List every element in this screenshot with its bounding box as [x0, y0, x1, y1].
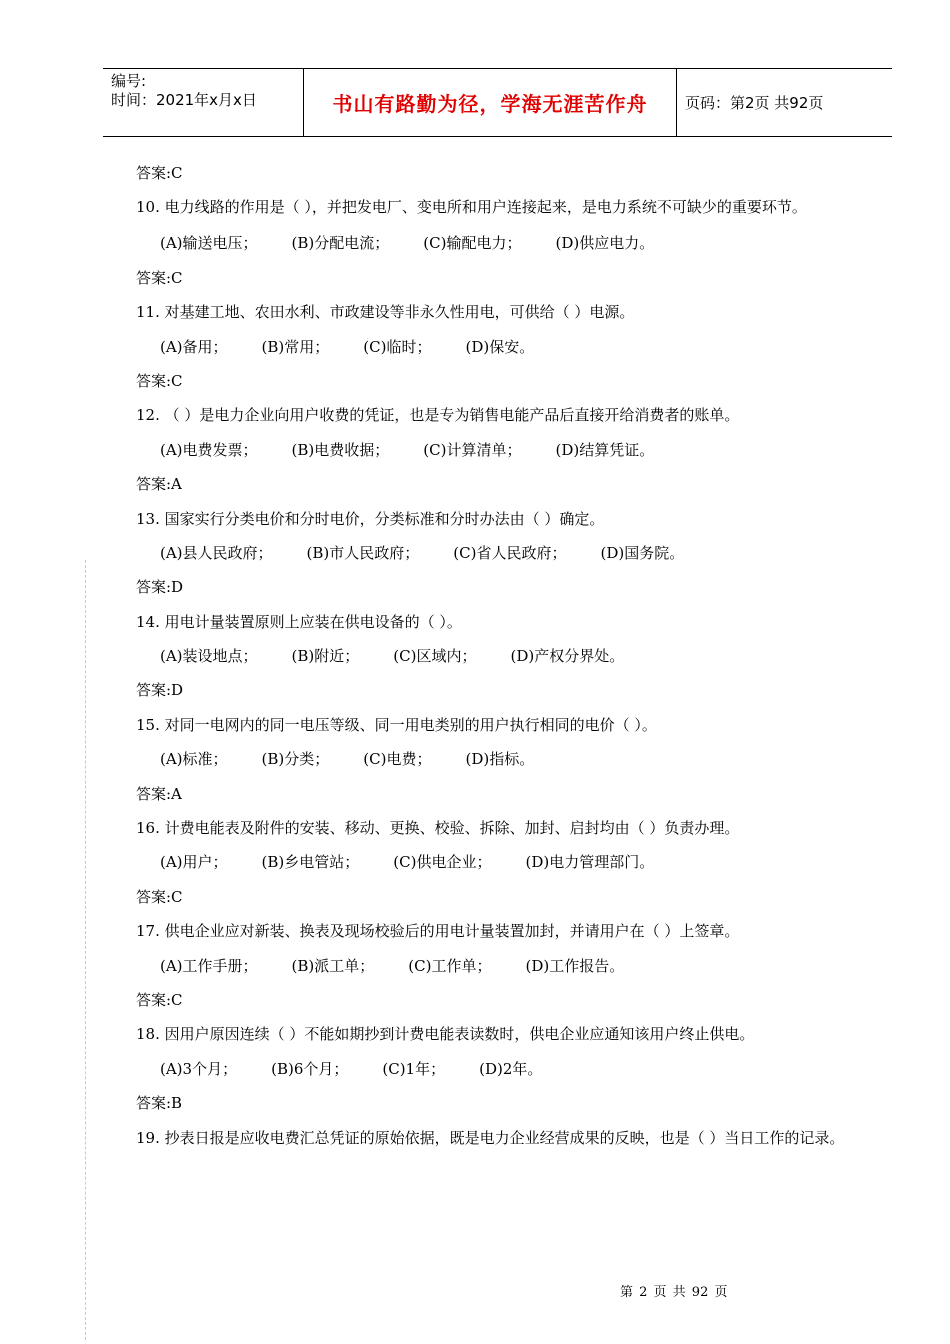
option-item: (C)计算清单； [423, 440, 522, 459]
option-item: (A)装设地点； [160, 647, 258, 666]
option-item: (C)区域内； [393, 647, 477, 666]
option-item: (B)分配电流； [291, 234, 390, 253]
page-header [103, 68, 892, 137]
option-item: (C)电费； [363, 750, 432, 769]
option-item: (D)供应电力。 [555, 234, 655, 253]
option-item: (A)用户； [160, 853, 228, 872]
answer-line: 答案:B [136, 1094, 183, 1113]
option-item: (C)1年； [382, 1059, 446, 1078]
question-text: 11. 对基建工地、农田水利、市政建设等非永久性用电，可供给（ ）电源。 [136, 303, 635, 322]
answer-options [136, 330, 866, 364]
option-item: (B)市人民政府； [306, 543, 420, 562]
question-text: 16. 计费电能表及附件的安装、移动、更换、校验、拆除、加封、启封均由（ ）负责办理。 [136, 819, 740, 838]
page-footer: 第 2 页 共 92 页 [620, 1285, 728, 1300]
option-item: (A)县人民政府； [160, 543, 273, 562]
option-item: (B)分类； [261, 750, 330, 769]
option-item: (B)常用； [261, 337, 330, 356]
option-item: (A)备用； [160, 337, 228, 356]
option-item: (A)电费发票； [160, 440, 258, 459]
answer-line: 答案:D [136, 681, 184, 700]
answer-line: 答案:A [136, 475, 182, 494]
answer-options [136, 1052, 866, 1086]
serial-label: 编号: [111, 72, 147, 90]
option-item: (D)产权分界处。 [510, 647, 625, 666]
question-text: 19. 抄表日报是应收电费汇总凭证的原始依据，既是电力企业经营成果的反映，也是（ ）当日工作的记录。 [136, 1128, 845, 1147]
option-item: (C)省人民政府； [453, 543, 567, 562]
option-item: (D)电力管理部门。 [525, 853, 655, 872]
time-label: 时间：2021年x月x日 [111, 91, 257, 109]
answer-line: 答案:C [136, 268, 183, 287]
answer-options [136, 949, 866, 983]
option-item: (C)输配电力； [423, 234, 522, 253]
option-item: (C)工作单； [408, 956, 492, 975]
option-item: (B)电费收据； [291, 440, 390, 459]
option-item: (B)附近； [291, 647, 360, 666]
answer-options [136, 226, 866, 260]
answer-line: 答案:C [136, 164, 183, 182]
exam-content [136, 156, 866, 1157]
answer-line: 答案:C [136, 990, 183, 1009]
answer-line: 答案:A [136, 784, 182, 803]
answer-line: 答案:C [136, 887, 183, 906]
question-text: 12. （ ）是电力企业向用户收费的凭证，也是专为销售电能产品后直接开给消费者的账单。 [136, 406, 740, 425]
option-item: (B)乡电管站； [261, 853, 360, 872]
question-text: 18. 因用户原因连续（ ）不能如期抄到计费电能表读数时，供电企业应通知该用户终止供电。 [136, 1025, 755, 1044]
option-item: (D)保安。 [465, 337, 535, 356]
option-item: (B)派工单； [291, 956, 375, 975]
option-item: (A)工作手册； [160, 956, 258, 975]
question-text: 14. 用电计量装置原则上应装在供电设备的（ ）。 [136, 612, 462, 631]
option-item: (D)国务院。 [600, 543, 685, 562]
question-text: 10. 电力线路的作用是（ ），并把发电厂、变电所和用户连接起来，是电力系统不可缺少的重要环节。 [136, 198, 807, 217]
answer-options [136, 433, 866, 467]
answer-options [136, 536, 866, 570]
option-item: (D)结算凭证。 [555, 440, 655, 459]
question-text: 13. 国家实行分类电价和分时电价，分类标准和分时办法由（ ）确定。 [136, 509, 605, 528]
answer-line: 答案:D [136, 578, 184, 597]
option-item: (A)标准； [160, 750, 228, 769]
header-page-info: 页码：第2页 共92页 [685, 94, 824, 112]
option-item: (C)供电企业； [393, 853, 492, 872]
binding-margin-line [85, 560, 86, 1340]
question-text: 17. 供电企业应对新装、换表及现场校验后的用电计量装置加封，并请用户在（ ）上签章。 [136, 922, 740, 941]
answer-options [136, 639, 866, 673]
answer-line: 答案:C [136, 371, 183, 390]
answer-options [136, 845, 866, 879]
header-meta [111, 72, 303, 110]
answer-options [136, 742, 866, 776]
option-item: (D)工作报告。 [525, 956, 625, 975]
header-divider [676, 69, 677, 136]
question-text: 15. 对同一电网内的同一电压等级、同一用电类别的用户执行相同的电价（ ）。 [136, 715, 657, 734]
option-item: (C)临时； [363, 337, 432, 356]
option-item: (A)输送电压； [160, 234, 258, 253]
option-item: (D)指标。 [465, 750, 535, 769]
option-item: (D)2年。 [479, 1059, 543, 1078]
option-item: (B)6个月； [271, 1059, 349, 1078]
option-item: (A)3个月； [160, 1059, 238, 1078]
header-motto: 书山有路勤为径，学海无涯苦作舟 [332, 92, 648, 116]
